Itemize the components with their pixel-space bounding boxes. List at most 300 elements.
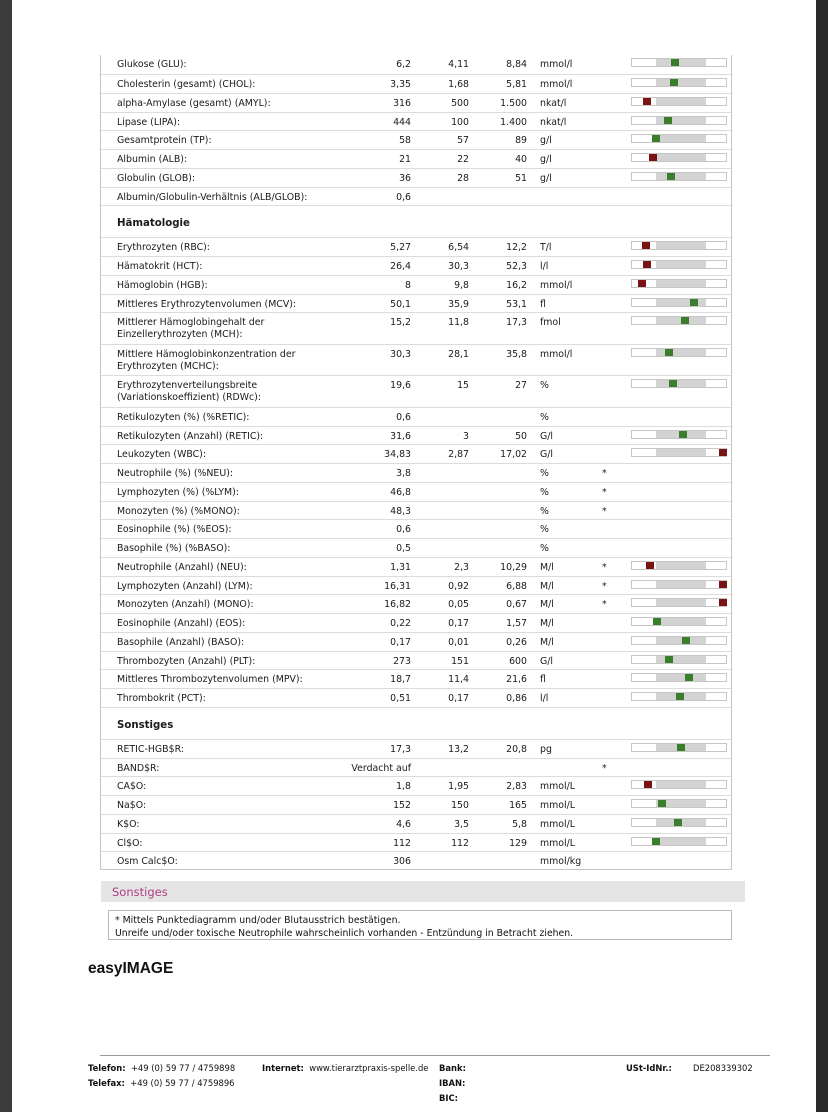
result-row [101,632,731,652]
range-indicator-bar [631,743,727,752]
value-marker-out-of-range [646,562,654,569]
value-marker-out-of-range [638,280,646,287]
parameter-name: Lymphozyten (%) (%LYM): [117,486,239,498]
footer-vat-label: USt-IdNr.: [626,1063,672,1073]
result-value: 48,3 [390,505,411,517]
reference-min: 0,17 [448,618,469,629]
reference-max: 52,3 [506,261,527,272]
value-marker-out-of-range [643,261,651,268]
reference-range-band [656,299,706,306]
result-row [101,833,731,853]
reference-min: 0,17 [448,693,469,704]
range-indicator-bar [631,279,727,288]
range-indicator-bar [631,134,727,143]
reference-min: 0,01 [448,636,469,648]
result-row [101,426,731,446]
result-value: 306 [393,856,411,868]
reference-max: 50 [515,430,527,442]
reference-max: 5,8 [512,818,527,830]
lab-results-table [100,55,732,870]
unit: mmol/l [540,348,573,360]
parameter-name: Albumin/Globulin-Verhältnis (ALB/GLOB): [117,191,308,203]
unit: l/l [540,261,549,272]
result-row [101,187,731,207]
value-marker-in-range [681,317,689,324]
range-indicator-bar [631,116,727,125]
parameter-name: Osm Calc$O: [117,856,178,868]
unit: % [540,486,549,498]
result-value: 46,8 [390,486,411,498]
result-value: 152 [393,800,411,811]
footer-phone-value: +49 (0) 59 77 / 4759898 [130,1063,236,1073]
reference-max: 21,6 [506,674,527,686]
value-marker-in-range [685,674,693,681]
reference-min: 150 [451,800,469,811]
reference-max: 53,1 [506,298,527,310]
note-line: Unreife und/oder toxische Neutrophile wahrscheinlich vorhanden - Entzündung in Betracht ziehen. [115,928,574,939]
reference-min: 112 [451,837,469,849]
parameter-name: Basophile (%) (%BASO): [117,543,231,554]
unit: M/l [540,561,554,573]
result-row [101,576,731,596]
footer-phone [88,1063,235,1073]
reference-max: 1,57 [506,618,527,629]
result-value: 17,3 [390,743,411,755]
unit: % [540,543,549,554]
unit: fl [540,674,546,686]
result-value: 0,6 [396,411,411,423]
footer-vat-value: DE208339302 [693,1063,753,1073]
unit: mmol/L [540,837,575,849]
result-value: 5,27 [390,242,411,254]
value-marker-in-range [652,838,660,845]
unit: % [540,505,549,517]
parameter-name: Neutrophile (Anzahl) (NEU): [117,561,247,573]
reference-range-band [656,154,706,161]
value-marker-out-of-range [719,581,727,588]
reference-min: 57 [457,135,469,147]
footer-fax-label: Telefax: [88,1078,125,1088]
parameter-name: Eosinophile (%) (%EOS): [117,524,232,536]
result-value: 16,31 [384,580,411,592]
unit: M/l [540,636,554,648]
range-indicator-bar [631,260,727,269]
reference-max: 51 [515,172,527,184]
reference-min: 151 [451,655,469,667]
range-indicator-bar [631,379,727,388]
unit: mmol/kg [540,856,582,868]
reference-range-band [656,280,706,287]
unit: nkat/l [540,116,567,128]
unit: fl [540,298,546,310]
section-title: Sonstiges [117,719,174,731]
unit: M/l [540,618,554,629]
result-row [101,275,731,295]
reference-max: 0,26 [506,636,527,648]
parameter-name: Hämatokrit (HCT): [117,261,203,272]
result-row [101,851,731,871]
value-marker-in-range [658,800,666,807]
unit: mmol/L [540,818,575,830]
section-title: Hämatologie [117,218,190,230]
result-value: 18,7 [390,674,411,686]
reference-min: 30,3 [448,261,469,272]
range-indicator-bar [631,799,727,808]
reference-min: 2,3 [454,561,469,573]
result-value: 444 [393,116,411,128]
value-marker-out-of-range [642,242,650,249]
result-value: 19,6 [390,380,411,392]
result-row [101,149,731,169]
result-row [101,444,731,464]
unit: g/l [540,172,552,184]
result-value: 316 [393,97,411,109]
result-row [101,557,731,577]
range-indicator-bar [631,818,727,827]
value-marker-in-range [690,299,698,306]
reference-min: 35,9 [448,298,469,310]
result-row [101,375,731,408]
reference-max: 16,2 [506,279,527,291]
parameter-name: Mittleres Thrombozytenvolumen (MPV): [117,674,303,686]
section-header-row [101,205,731,238]
reference-range-band [656,674,706,681]
range-indicator-bar [631,655,727,664]
parameter-name: Lipase (LIPA): [117,116,181,128]
flag-asterisk: * [602,505,607,517]
unit: M/l [540,580,554,592]
parameter-name: Cholesterin (gesamt) (CHOL): [117,79,256,90]
result-value: 6,2 [396,59,411,70]
reference-max: 1.500 [500,97,527,109]
unit: mmol/l [540,79,573,90]
result-row [101,758,731,778]
result-row [101,407,731,427]
value-marker-out-of-range [644,781,652,788]
reference-max: 0,86 [506,693,527,704]
reference-max: 1.400 [500,116,527,128]
reference-min: 15 [457,380,469,392]
value-marker-in-range [677,744,685,751]
result-value: 0,6 [396,524,411,536]
result-row [101,55,731,74]
reference-max: 600 [509,655,527,667]
reference-range-band [656,173,706,180]
section-header-row [101,707,731,740]
reference-min: 3 [463,430,469,442]
unit: l/l [540,693,549,704]
result-value: 30,3 [390,348,411,360]
value-marker-in-range [667,173,675,180]
unit: g/l [540,154,552,165]
value-marker-in-range [674,819,682,826]
parameter-name: Erythrozytenverteilungsbreite (Variationskoeffizient) (RDWc): [117,380,261,404]
range-indicator-bar [631,348,727,357]
result-value: 3,8 [396,468,411,479]
reference-range-band [656,135,706,142]
parameter-name: Lymphozyten (Anzahl) (LYM): [117,580,253,592]
footer-divider [100,1055,770,1056]
parameter-name: Albumin (ALB): [117,154,188,165]
reference-max: 12,2 [506,242,527,254]
range-indicator-bar [631,598,727,607]
reference-min: 500 [451,97,469,109]
flag-asterisk: * [602,468,607,479]
result-row [101,538,731,558]
parameter-name: Thrombokrit (PCT): [117,693,206,704]
result-row [101,669,731,689]
range-indicator-bar [631,430,727,439]
range-indicator-bar [631,298,727,307]
reference-max: 165 [509,800,527,811]
value-marker-in-range [679,431,687,438]
reference-max: 10,29 [500,561,527,573]
parameter-name: BAND$R: [117,762,160,774]
value-marker-in-range [664,117,672,124]
reference-min: 6,54 [448,242,469,254]
parameter-name: Basophile (Anzahl) (BASO): [117,636,245,648]
parameter-name: RETIC-HGB$R: [117,743,184,755]
unit: G/l [540,449,554,461]
value-marker-in-range [665,349,673,356]
parameter-name: Erythrozyten (RBC): [117,242,210,254]
value-marker-in-range [665,656,673,663]
unit: pg [540,743,552,755]
result-row [101,519,731,539]
unit: % [540,411,549,423]
result-value: 1,31 [390,561,411,573]
result-value: 58 [399,135,411,147]
unit: T/l [540,242,552,254]
reference-min: 100 [451,116,469,128]
reference-max: 129 [509,837,527,849]
result-value: 15,2 [390,317,411,329]
reference-max: 35,8 [506,348,527,360]
result-row [101,594,731,614]
reference-min: 13,2 [448,743,469,755]
unit: fmol [540,317,561,329]
parameter-name: Monozyten (%) (%MONO): [117,505,240,517]
unit: mmol/l [540,59,573,70]
range-indicator-bar [631,561,727,570]
range-indicator-bar [631,58,727,67]
notes-box [108,910,732,940]
footer-iban-label: IBAN: [439,1078,466,1088]
flag-asterisk: * [602,561,607,573]
result-row [101,688,731,708]
flag-asterisk: * [602,580,607,592]
reference-range-band [656,59,706,66]
range-indicator-bar [631,636,727,645]
result-value: 36 [399,172,411,184]
result-value: 34,83 [384,449,411,461]
reference-min: 1,68 [448,79,469,90]
reference-max: 27 [515,380,527,392]
result-value: 16,82 [384,599,411,611]
reference-max: 40 [515,154,527,165]
parameter-name: Eosinophile (Anzahl) (EOS): [117,618,246,629]
reference-range-band [656,79,706,86]
result-value: 26,4 [390,261,411,272]
reference-range-band [656,261,706,268]
footer-phone-label: Telefon: [88,1063,126,1073]
unit: mmol/L [540,781,575,793]
reference-max: 5,81 [506,79,527,90]
value-marker-out-of-range [643,98,651,105]
parameter-name: alpha-Amylase (gesamt) (AMYL): [117,97,271,109]
range-indicator-bar [631,837,727,846]
reference-range-band [656,599,706,606]
range-indicator-bar [631,78,727,87]
reference-min: 28 [457,172,469,184]
result-row [101,112,731,132]
footer-fax [88,1078,235,1088]
reference-range-band [656,781,706,788]
reference-range-band [656,242,706,249]
parameter-name: CA$O: [117,781,147,793]
parameter-name: Neutrophile (%) (%NEU): [117,468,234,479]
reference-max: 6,88 [506,580,527,592]
notes-section-title: Sonstiges [112,885,168,899]
range-indicator-bar [631,97,727,106]
result-row [101,130,731,150]
parameter-name: Leukozyten (WBC): [117,449,206,461]
range-indicator-bar [631,580,727,589]
result-row [101,613,731,633]
parameter-name: Retikulozyten (%) (%RETIC): [117,411,250,423]
value-marker-in-range [652,135,660,142]
reference-min: 11,4 [448,674,469,686]
result-value: 31,6 [390,430,411,442]
result-value: 1,8 [396,781,411,793]
parameter-name: Monozyten (Anzahl) (MONO): [117,599,254,611]
result-value: 0,5 [396,543,411,554]
footer-bank-label: Bank: [439,1063,466,1073]
reference-range-band [656,449,706,456]
result-value: 4,6 [396,818,411,830]
reference-min: 11,8 [448,317,469,329]
result-row [101,795,731,815]
reference-min: 4,11 [448,59,469,70]
parameter-name: Thrombozyten (Anzahl) (PLT): [117,655,256,667]
value-marker-in-range [676,693,684,700]
reference-min: 2,87 [448,449,469,461]
result-value: 50,1 [390,298,411,310]
footer-fax-value: +49 (0) 59 77 / 4759896 [130,1078,235,1088]
flag-asterisk: * [602,486,607,498]
range-indicator-bar [631,172,727,181]
range-indicator-bar [631,673,727,682]
footer-internet-link[interactable]: www.tierarztpraxis-spelle.de [309,1063,429,1073]
unit: % [540,524,549,536]
result-value: Verdacht auf [351,762,411,774]
parameter-name: Glukose (GLU): [117,59,187,70]
unit: g/l [540,135,552,147]
reference-min: 0,92 [448,580,469,592]
result-row [101,312,731,345]
footer-bic-label: BIC: [439,1093,458,1103]
reference-range-band [656,581,706,588]
result-value: 0,17 [390,636,411,648]
unit: % [540,468,549,479]
unit: nkat/l [540,97,567,109]
value-marker-out-of-range [719,599,727,606]
reference-max: 17,3 [506,317,527,329]
result-row [101,739,731,759]
report-page [12,0,816,1112]
range-indicator-bar [631,241,727,250]
reference-range-band [656,349,706,356]
flag-asterisk: * [602,599,607,611]
reference-min: 28,1 [448,348,469,360]
reference-range-band [656,562,706,569]
reference-max: 17,02 [500,449,527,461]
parameter-name: K$O: [117,818,140,830]
value-marker-out-of-range [719,449,727,456]
brand-logo-text: easyIMAGE [88,960,174,977]
parameter-name: Retikulozyten (Anzahl) (RETIC): [117,430,264,442]
result-value: 8 [405,279,411,291]
value-marker-in-range [671,59,679,66]
result-value: 0,22 [390,618,411,629]
value-marker-in-range [653,618,661,625]
value-marker-in-range [670,79,678,86]
unit: mmol/L [540,800,575,811]
unit: G/l [540,655,554,667]
result-value: 0,6 [396,191,411,203]
reference-range-band [656,380,706,387]
value-marker-in-range [669,380,677,387]
footer-internet [262,1063,428,1073]
parameter-name: Globulin (GLOB): [117,172,196,184]
reference-min: 0,05 [448,599,469,611]
parameter-name: Cl$O: [117,837,143,849]
reference-max: 8,84 [506,59,527,70]
result-row [101,463,731,483]
unit: % [540,380,549,392]
note-line: * Mittels Punktediagramm und/oder Blutausstrich bestätigen. [115,915,401,926]
range-indicator-bar [631,692,727,701]
reference-range-band [656,838,706,845]
result-value: 273 [393,655,411,667]
parameter-name: Mittleres Erythrozytenvolumen (MCV): [117,298,297,310]
parameter-name: Mittlerer Hämoglobingehalt der Einzellerythrozyten (MCH): [117,317,265,341]
reference-max: 89 [515,135,527,147]
unit: M/l [540,599,554,611]
result-row [101,501,731,521]
result-row [101,74,731,94]
footer-internet-label: Internet: [262,1063,304,1073]
result-value: 112 [393,837,411,849]
reference-min: 22 [457,154,469,165]
result-row [101,776,731,796]
reference-range-band [656,618,706,625]
range-indicator-bar [631,780,727,789]
result-row [101,168,731,188]
value-marker-out-of-range [649,154,657,161]
parameter-name: Mittlere Hämoglobinkonzentration der Erythrozyten (MCHC): [117,348,296,372]
result-value: 21 [399,154,411,165]
range-indicator-bar [631,316,727,325]
result-row [101,814,731,834]
range-indicator-bar [631,153,727,162]
reference-max: 20,8 [506,743,527,755]
reference-min: 9,8 [454,279,469,291]
viewer-background [816,0,828,1112]
result-row [101,651,731,671]
value-marker-in-range [682,637,690,644]
unit: mmol/l [540,279,573,291]
